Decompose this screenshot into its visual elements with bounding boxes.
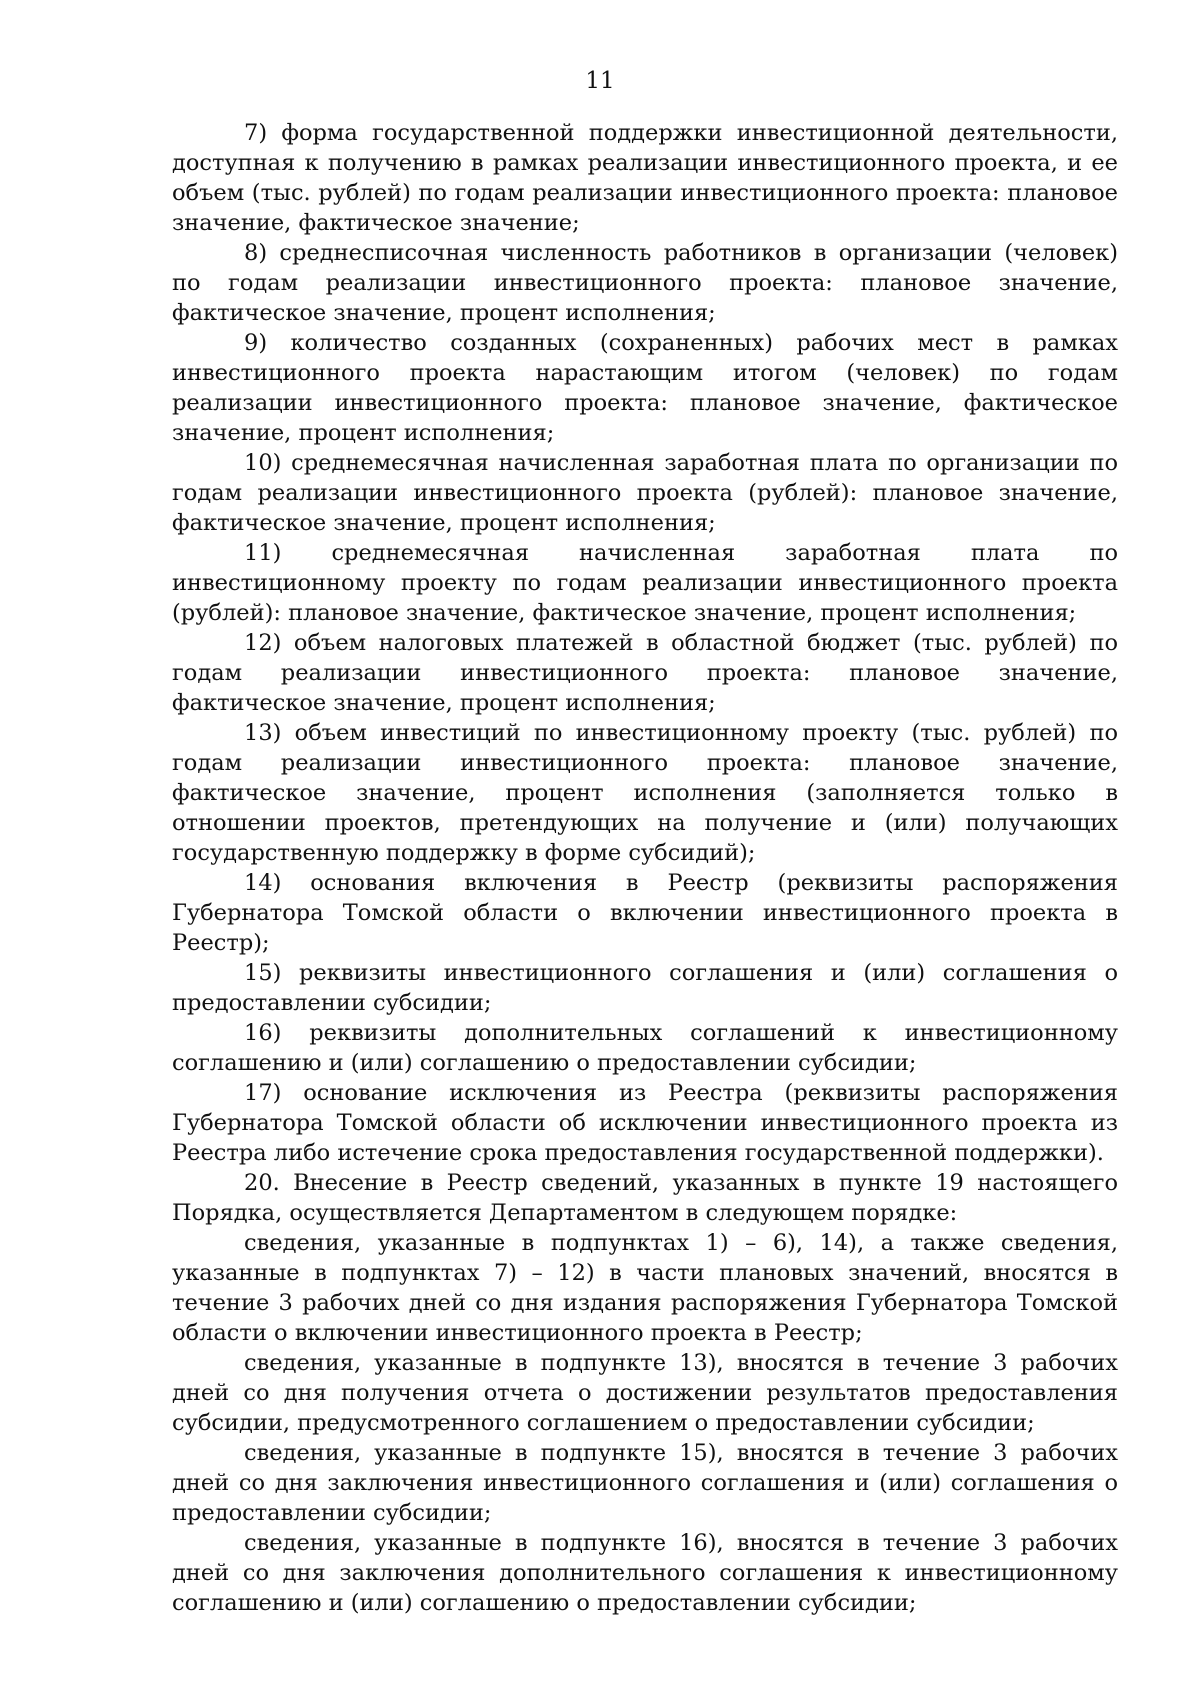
paragraph-item-16: 16) реквизиты дополнительных соглашений к инвестиционному соглашению и (или) соглашению о предоставлении субсидии; xyxy=(172,1020,1118,1076)
paragraph-item-11: 11) среднемесячная начисленная заработная плата по инвестиционному проекту по годам реализации инвестиционного проекта (рублей): плановое значение, фактическое значение, процент исполнения; xyxy=(172,540,1118,626)
paragraph-item-8: 8) среднесписочная численность работников в организации (человек) по годам реализации инвестиционного проекта: плановое значение, фактическое значение, процент исполнения; xyxy=(172,240,1118,326)
paragraph-procedure-3: сведения, указанные в подпункте 15), вносятся в течение 3 рабочих дней со дня заключения инвестиционного соглашения и (или) соглашения о предоставлении субсидии; xyxy=(172,1440,1118,1526)
document-body xyxy=(172,118,1118,1618)
paragraph-clause-20: 20. Внесение в Реестр сведений, указанных в пункте 19 настоящего Порядка, осуществляется Департаментом в следующем порядке: xyxy=(172,1170,1118,1226)
paragraph-procedure-2: сведения, указанные в подпункте 13), вносятся в течение 3 рабочих дней со дня получения отчета о достижении результатов предоставления субсидии, предусмотренного соглашением о предоставлении субсидии; xyxy=(172,1350,1118,1436)
page-number: 11 xyxy=(585,68,615,94)
paragraph-procedure-1: сведения, указанные в подпунктах 1) – 6), 14), а также сведения, указанные в подпунктах 7) – 12) в части плановых значений, вносятся в течение 3 рабочих дней со дня издания распоряжения Губернатора Томской области о включении инвестиционного проекта в Реестр; xyxy=(172,1230,1118,1346)
paragraph-item-10: 10) среднемесячная начисленная заработная плата по организации по годам реализации инвестиционного проекта (рублей): плановое значение, фактическое значение, процент исполнения; xyxy=(172,450,1118,536)
paragraph-item-14: 14) основания включения в Реестр (реквизиты распоряжения Губернатора Томской области о включении инвестиционного проекта в Реестр); xyxy=(172,870,1118,956)
paragraph-item-17: 17) основание исключения из Реестра (реквизиты распоряжения Губернатора Томской области об исключении инвестиционного проекта из Реестра либо истечение срока предоставления государственной поддержки). xyxy=(172,1080,1118,1166)
paragraph-item-7: 7) форма государственной поддержки инвестиционной деятельности, доступная к получению в рамках реализации инвестиционного проекта, и ее объем (тыс. рублей) по годам реализации инвестиционного проекта: плановое значение, фактическое значение; xyxy=(172,120,1118,236)
paragraph-item-12: 12) объем налоговых платежей в областной бюджет (тыс. рублей) по годам реализации инвестиционного проекта: плановое значение, фактическое значение, процент исполнения; xyxy=(172,630,1118,716)
paragraph-item-13: 13) объем инвестиций по инвестиционному проекту (тыс. рублей) по годам реализации инвестиционного проекта: плановое значение, фактическое значение, процент исполнения (заполняется только в отношении проектов, претендующих на получение и (или) получающих государственную поддержку в форме субсидий); xyxy=(172,720,1118,866)
paragraph-procedure-4: сведения, указанные в подпункте 16), вносятся в течение 3 рабочих дней со дня заключения дополнительного соглашения к инвестиционному соглашению и (или) соглашению о предоставлении субсидии; xyxy=(172,1530,1118,1616)
paragraph-item-15: 15) реквизиты инвестиционного соглашения и (или) соглашения о предоставлении субсидии; xyxy=(172,960,1118,1016)
paragraph-item-9: 9) количество созданных (сохраненных) рабочих мест в рамках инвестиционного проекта нарастающим итогом (человек) по годам реализации инвестиционного проекта: плановое значение, фактическое значение, процент исполнения; xyxy=(172,330,1118,446)
